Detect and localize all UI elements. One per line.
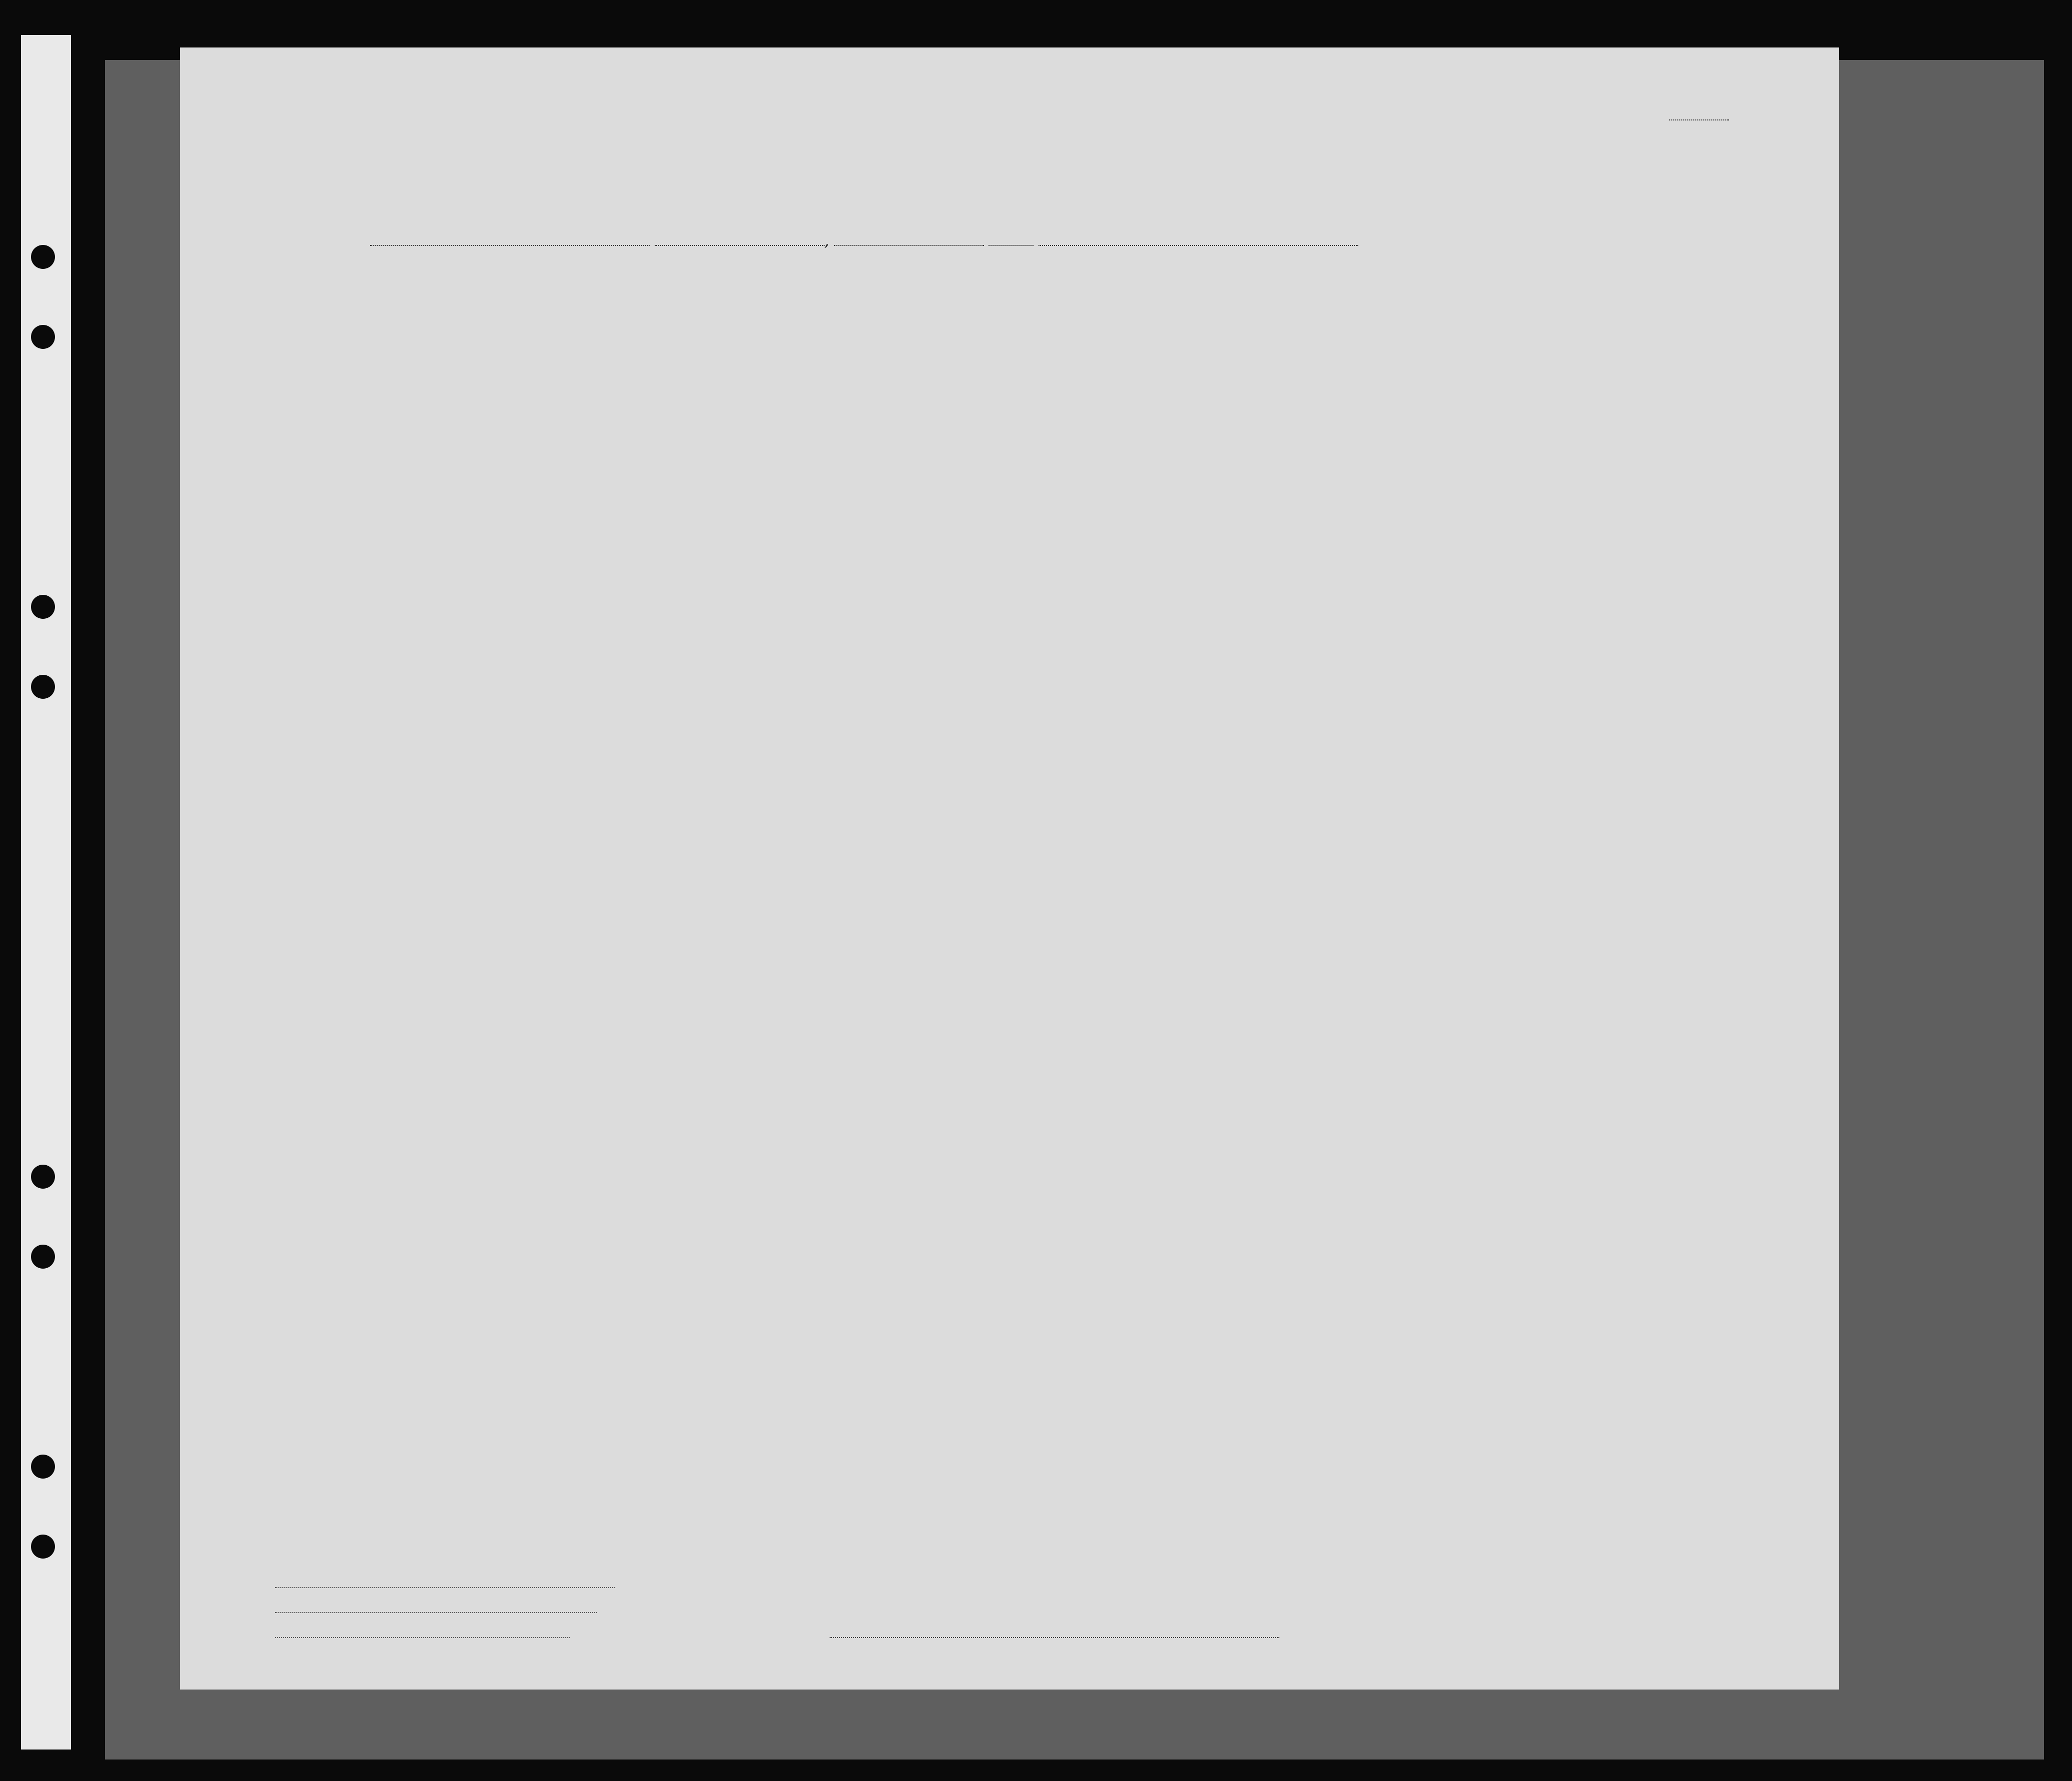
manifest-grid — [180, 47, 1839, 1690]
punch-hole — [31, 325, 55, 349]
punch-hole — [31, 1165, 55, 1189]
punch-hole — [31, 1245, 55, 1269]
signature-line — [830, 1637, 1279, 1638]
footer-line-label — [275, 1580, 615, 1591]
punched-margin-strip — [21, 35, 71, 1750]
punch-hole — [31, 1535, 55, 1559]
punch-hole — [31, 1455, 55, 1479]
punch-hole — [31, 595, 55, 619]
footer-agents-label — [275, 1630, 570, 1641]
vessel-line: , — [370, 232, 1358, 250]
footer-owners-label — [275, 1605, 597, 1616]
punch-hole — [31, 245, 55, 269]
punch-hole — [31, 675, 55, 699]
manifest-page — [180, 47, 1839, 1690]
